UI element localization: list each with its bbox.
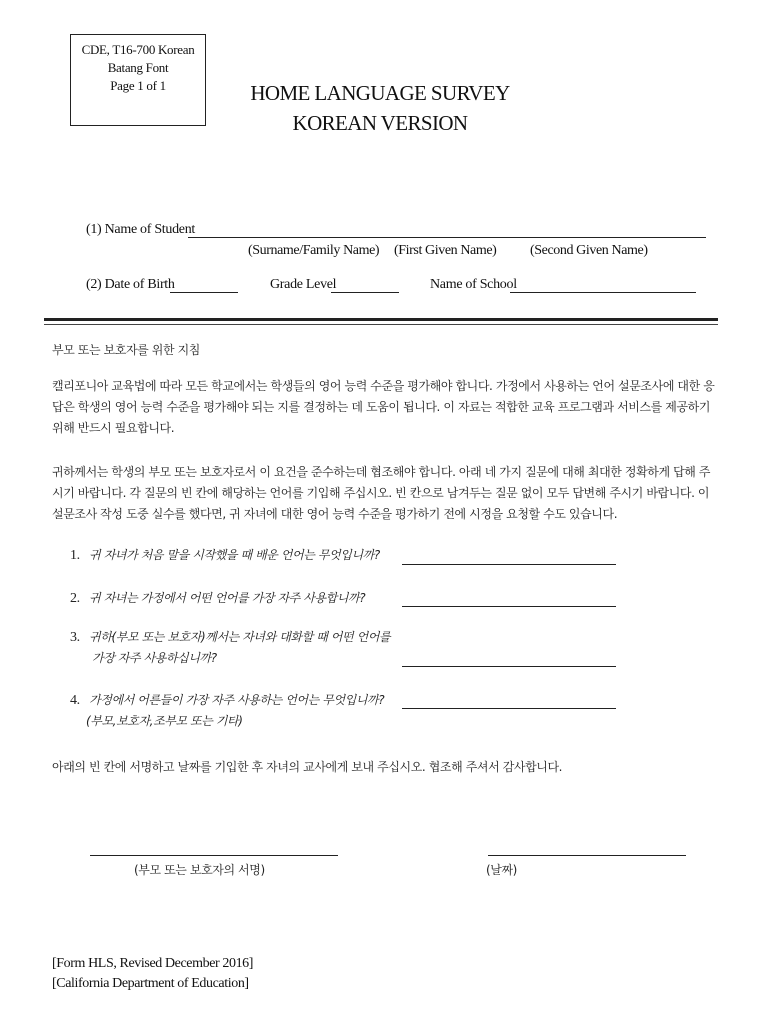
page-title [230,78,530,138]
instructions-paragraph-1: 캘리포니아 교육법에 따라 모든 학교에서는 학생들의 영어 능력 수준을 평가해야 합니다. 가정에서 사용하는 언어 설문조사에 대한 응답은 학생의 영어 능력 수준을 평가해야 되는 지를 결정하는 데 도움이 됩니다. 이 자료는 적합한 교육 프로그램과 서비스를 제공하기 위해 반드시 필요합니다. [52,379,715,435]
page-count-line: Page 1 of 1 [110,78,166,93]
parent-signature-label: (부모 또는 보호자의 서명) [134,863,265,877]
grade-level-field[interactable] [331,291,399,293]
date-label: (날짜) [486,863,517,877]
question-text-continued: (부모,보호자,조부모 또는 기타) [86,714,243,728]
closing-instructions: 아래의 빈 칸에 서명하고 날짜를 기입한 후 자녀의 교사에게 보내 주십시오. 협조해 주셔서 감사합니다. [52,760,563,774]
date-field[interactable] [488,854,686,856]
section-divider-thick [44,318,718,321]
question-text: 귀 자녀가 처음 말을 시작했을 때 배운 언어는 무엇입니까? [89,548,380,562]
answer-field-3[interactable] [402,665,616,667]
question-1 [70,545,390,566]
footer-department: [California Department of Education] [52,976,249,991]
parent-signature-field[interactable] [90,854,338,856]
student-name-label: (1) Name of Student [86,222,195,237]
school-label: Name of School [430,277,517,292]
form-id-line: CDE, T16-700 Korean [81,42,195,57]
student-name-field[interactable] [188,236,706,238]
footer [52,954,253,994]
birth-label: (2) Date of Birth [86,277,175,292]
answer-field-4[interactable] [402,707,616,709]
surname-label: (Surname/Family Name) [248,243,380,258]
question-number: 4. [70,693,80,708]
question-text: 귀하(부모 또는 보호자)께서는 자녀와 대화할 때 어떤 언어를 [89,630,391,644]
question-4 [70,690,400,732]
question-number: 3. [70,630,80,645]
section-divider-thin [44,324,718,325]
answer-field-1[interactable] [402,563,616,565]
birth-date-field[interactable] [170,291,238,293]
instructions-heading: 부모 또는 보호자를 위한 지침 [52,343,200,357]
grade-label: Grade Level [270,277,337,292]
title-line-2: KOREAN VERSION [292,111,468,135]
font-note-line: Batang Font [107,60,169,75]
footer-revision: [Form HLS, Revised December 2016] [52,956,254,971]
question-text: 가정에서 어른들이 가장 자주 사용하는 언어는 무엇입니까? [89,693,385,707]
question-number: 1. [70,548,80,563]
school-name-field[interactable] [510,291,696,293]
first-name-label: (First Given Name) [394,243,497,258]
second-name-label: (Second Given Name) [530,243,648,258]
question-text-continued: 가장 자주 사용하십니까? [92,651,217,665]
student-name-row [86,222,195,238]
question-3 [70,627,400,669]
question-2 [70,588,390,609]
form-id-box [70,34,206,126]
answer-field-2[interactable] [402,605,616,607]
instructions-paragraph-2: 귀하께서는 학생의 부모 또는 보호자로서 이 요건을 준수하는데 협조해야 합니다. 아래 네 가지 질문에 대해 최대한 정확하게 답해 주시기 바랍니다. 각 질문의 빈 칸에 해당하는 언어를 기입해 주십시오. 빈 칸으로 남겨두는 질문 없이 모두 답변해 주시기 바랍니다. 이 설문조사 작성 도중 실수를 했다면, 귀 자녀에 대한 영어 능력 수준을 평가하기 전에 시정을 요청할 수도 있습니다. [52,465,711,521]
title-line-1: HOME LANGUAGE SURVEY [250,81,510,105]
question-number: 2. [70,591,80,606]
question-text: 귀 자녀는 가정에서 어떤 언어를 가장 자주 사용합니까? [89,591,366,605]
